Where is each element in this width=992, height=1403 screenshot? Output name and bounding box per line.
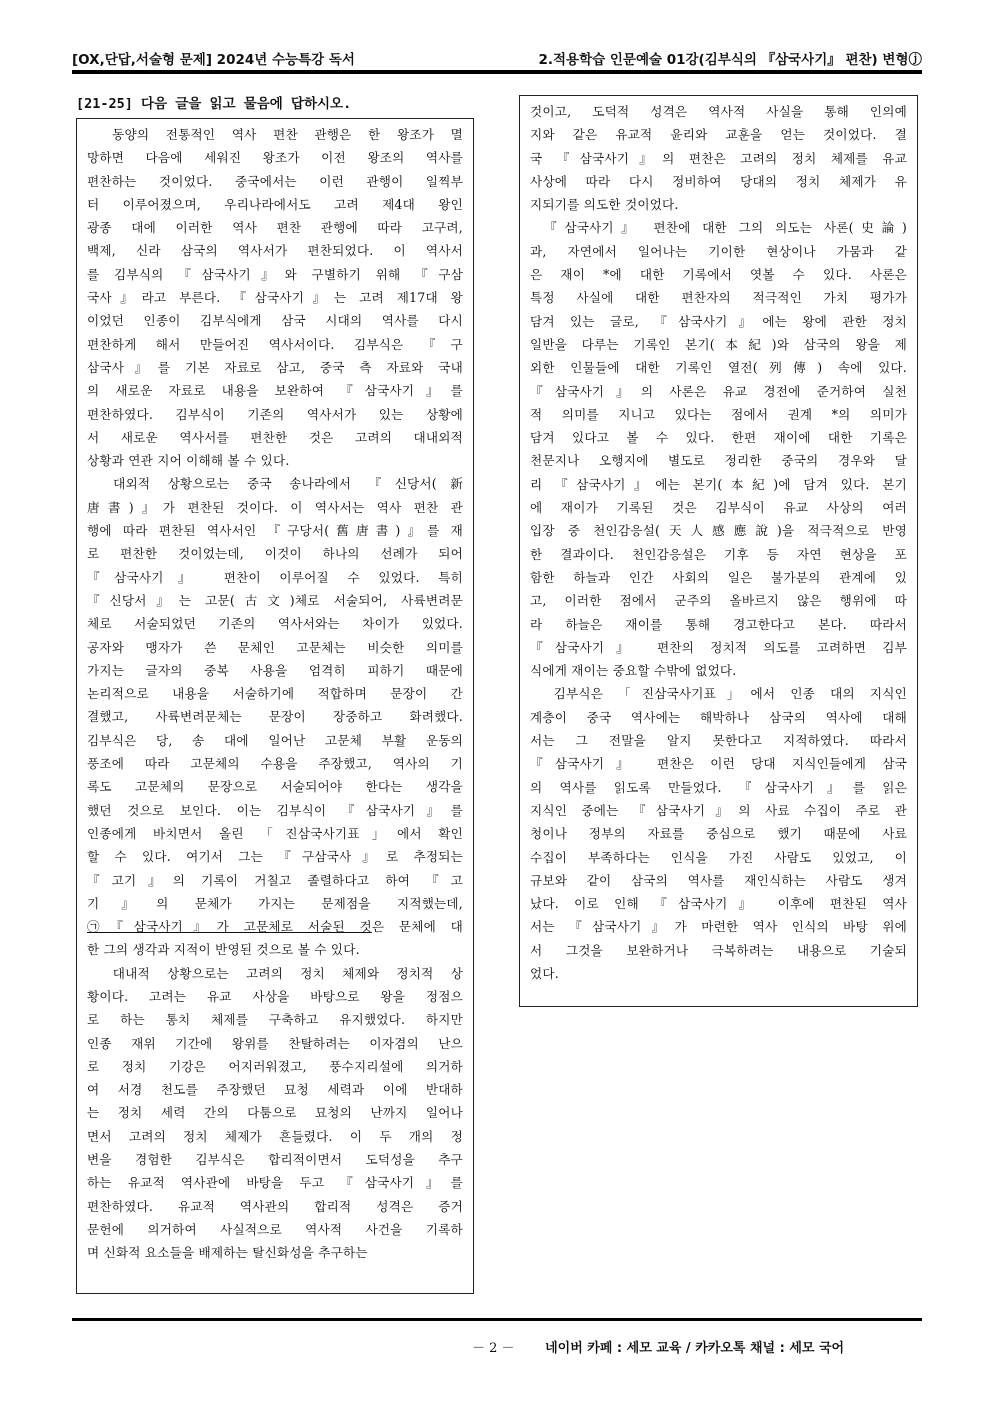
- passage-line: 기』의 문체가 가지는 문제점을 지적했는데,: [87, 895, 463, 911]
- passage-line: 고, 이러한 점에서 군주의 올바르지 않은 행위에 따: [530, 593, 907, 609]
- passage-line: 『삼국사기』 편찬은 이런 당대 지식인들에게 삼국: [530, 756, 907, 772]
- passage-line: 로 정치 기강은 어지러워졌고, 풍수지리설에 의거하: [87, 1058, 463, 1074]
- passage-line: 편찬하는 것이었다. 중국에서는 이런 관행이 일찍부: [87, 173, 463, 189]
- passage-line: 풍조에 따라 고문체의 수용을 주장했고, 역사의 기: [87, 756, 463, 772]
- passage-line: 하는 유교적 역사관에 바탕을 두고 『삼국사기』를: [87, 1175, 463, 1191]
- passage-line: 편찬하게 해서 만들어진 역사서이다. 김부식은 『구: [87, 336, 463, 352]
- footer-rule: [72, 1318, 922, 1321]
- passage-line: 광종 대에 이러한 역사 편찬 관행에 따라 고구려,: [87, 220, 463, 236]
- passage-line: 『삼국사기』 편찬이 이루어질 수 있었다. 특히: [87, 569, 463, 585]
- passage-line: 외한 인물들에 대한 기록인 열전(列傳) 속에 있다.: [530, 360, 907, 376]
- passage-line: 황이다. 고려는 유교 사상을 바탕으로 왕을 정점으: [87, 988, 463, 1004]
- passage-line: 행에 따라 편찬된 역사서인 『구당서(舊唐書)』를 재: [87, 523, 463, 539]
- passage-line: 결했고, 사륙변려문체는 문장이 장중하고 화려했다.: [87, 709, 463, 725]
- passage-line: 가지는 글자의 중복 사용을 엄격히 피하기 때문에: [87, 662, 463, 678]
- page-footer: [472, 1337, 844, 1356]
- passage-line: ㉠『삼국사기』가 고문체로 서술된 것은 문체에 대: [87, 919, 463, 935]
- passage-line: 여 서경 천도를 주장했던 묘청 세력과 이에 반대하: [87, 1082, 463, 1098]
- passage-line: 지되기를 의도한 것이었다.: [530, 197, 679, 213]
- passage-line: 망하면 다음에 세워진 왕조가 이전 왕조의 역사를: [87, 150, 463, 166]
- passage-line: 의 새로운 자료로 내용을 보완하여 『삼국사기』를: [87, 383, 463, 399]
- passage-line: 唐書)』가 편찬된 것이다. 이 역사서는 역사 편찬 관: [87, 499, 463, 515]
- passage-line: 에 재이가 기록된 것은 김부식이 유교 사상의 여러: [530, 500, 907, 516]
- passage-line: 규보와 같이 삼국의 역사를 재인식하는 사람도 생겨: [530, 872, 907, 888]
- passage-line: 공자와 맹자가 쓴 문체인 고문체는 비슷한 의미를: [87, 639, 463, 655]
- passage-line: 삼국사』를 기본 자료로 삼고, 중국 측 자료와 국내: [87, 359, 463, 375]
- passage-line: 천문지나 오행지에 별도로 정리한 중국의 경우와 달: [530, 453, 907, 469]
- passage-line: 었다.: [530, 965, 559, 981]
- passage-line: 의 역사를 읽도록 만들었다. 『삼국사기』를 읽은: [530, 779, 907, 795]
- passage-line: 서 새로운 역사서를 편찬한 것은 고려의 대내외적: [87, 429, 463, 445]
- passage-line: 은 재이 *에 대한 기록에서 엿볼 수 있다. 사론은: [530, 267, 907, 283]
- passage-line: 적 의미를 지니고 있다는 점에서 권계 *의 의미가: [530, 406, 907, 422]
- passage-line: 터 이루어졌으며, 우리나라에서도 고려 제4대 왕인: [87, 196, 463, 212]
- passage-line: 로 편찬한 것이었는데, 이것이 하나의 선례가 되어: [87, 546, 463, 562]
- passage-line: 백제, 신라 삼국의 역사서가 편찬되었다. 이 역사서: [87, 243, 463, 259]
- passage-line: 지식인 중에는 『삼국사기』의 사료 수집이 주로 관: [530, 802, 907, 818]
- passage-line: 편찬하였다. 김부식이 기존의 역사서가 있는 상황에: [87, 406, 463, 422]
- page-header: [72, 48, 922, 68]
- footer-text: 네이버 카페 : 세모 교육 / 카카오톡 채널 : 세모 국어: [545, 1341, 845, 1356]
- question-header: [21-25] 다음 글을 읽고 물음에 답하시오.: [76, 96, 352, 112]
- passage-left-column: [76, 118, 474, 1294]
- passage-line: 논리적으로 내용을 서술하기에 적합하며 문장이 간: [87, 686, 463, 702]
- passage-line: 식에게 재이는 중요할 수밖에 없었다.: [530, 663, 737, 679]
- passage-line: 인종에게 바치면서 올린 「진삼국사기표」에서 확인: [87, 825, 463, 841]
- passage-line: 국 『삼국사기』의 편찬은 고려의 정치 체제를 유교: [530, 150, 907, 166]
- passage-line: 로 하는 통치 체제를 구축하고 유지했었다. 하지만: [87, 1012, 463, 1028]
- passage-line: 며 신화적 요소들을 배제하는 탈신화성을 추구하는: [87, 1245, 368, 1261]
- passage-line: 일반을 다루는 기록인 본기(本紀)와 삼국의 왕을 제: [530, 336, 907, 352]
- passage-line: 사상에 따라 다시 정비하여 당대의 정치 체제가 유: [530, 173, 907, 189]
- page-number: － 2 －: [472, 1341, 515, 1356]
- passage-line: 것이고, 도덕적 성격은 역사적 사실을 통해 인의예: [530, 104, 907, 119]
- passage-line: 록도 고문체의 문장으로 서술되어야 한다는 생각을: [87, 779, 463, 795]
- passage-line: 대외적 상황으로는 중국 송나라에서 『신당서(新: [87, 476, 463, 492]
- passage-line: 국사』라고 부른다. 『삼국사기』는 고려 제17대 왕: [87, 290, 463, 306]
- passage-line: 문헌에 의거하여 사실적으로 역사적 사건을 기록하: [87, 1221, 463, 1237]
- passage-line: 서는 『삼국사기』가 마련한 역사 인식의 바탕 위에: [530, 919, 907, 935]
- passage-line: 계층이 중국 역사에는 해박하나 삼국의 역사에 대해: [530, 709, 907, 725]
- passage-line: 『삼국사기』 편찬의 정치적 의도를 고려하면 김부: [530, 639, 907, 655]
- passage-line: 『삼국사기』 편찬에 대한 그의 의도는 사론(史論): [530, 220, 907, 236]
- passage-line: 『삼국사기』의 사론은 유교 경전에 준거하여 실천: [530, 383, 907, 399]
- passage-line: 변을 경험한 김부식은 합리적이면서 도덕성을 추구: [87, 1152, 463, 1168]
- passage-line: 상황과 연관 지어 이해해 볼 수 있다.: [87, 453, 290, 469]
- passage-line: 났다. 이로 인해 『삼국사기』 이후에 편찬된 역사: [530, 896, 907, 912]
- passage-line: 김부식은 「진삼국사기표」에서 인종 대의 지식인: [530, 686, 907, 702]
- passage-line: 동양의 전통적인 역사 편찬 관행은 한 왕조가 멸: [87, 127, 463, 142]
- passage-line: 한 그의 생각과 지적이 반영된 것으로 볼 수 있다.: [87, 942, 360, 958]
- passage-line: 과, 자연에서 일어나는 기이한 현상이나 가뭄과 같: [530, 243, 907, 259]
- passage-line: 한 결과이다. 천인감응설은 기후 등 자연 현상을 포: [530, 546, 907, 562]
- passage-line: 함한 하늘과 인간 사회의 일은 불가분의 관계에 있: [530, 569, 907, 585]
- passage-line: 『신당서』는 고문(古文)체로 서술되어, 사륙변려문: [87, 592, 463, 608]
- passage-line: 라 하늘은 재이를 통해 경고한다고 본다. 따라서: [530, 616, 907, 632]
- passage-line: 인종 재위 기간에 왕위를 찬탈하려는 이자겸의 난으: [87, 1035, 463, 1051]
- passage-line: 는 정치 세력 간의 다툼으로 묘청의 난까지 일어나: [87, 1105, 463, 1121]
- passage-line: 를 김부식의 『삼국사기』와 구별하기 위해 『구삼: [87, 266, 463, 282]
- passage-line: 서 그것을 보완하거나 극복하려는 내용으로 기술되: [530, 942, 907, 958]
- passage-line: 담겨 있는 글로, 『삼국사기』에는 왕에 관한 정치: [530, 313, 907, 329]
- passage-line: 입장 중 천인감응설(天人感應說)을 적극적으로 반영: [530, 523, 907, 539]
- passage-line: 담겨 있다고 볼 수 있다. 한편 재이에 대한 기록은: [530, 430, 907, 446]
- header-rule: [72, 70, 922, 74]
- passage-line: 대내적 상황으로는 고려의 정치 체제와 정치적 상: [87, 965, 463, 981]
- passage-line: 체로 서술되었던 기존의 역사서와는 차이가 있었다.: [87, 616, 463, 632]
- passage-line: 수집이 부족하다는 인식을 가진 사람도 있었고, 이: [530, 849, 907, 865]
- passage-line: 지와 같은 유교적 윤리와 교훈을 얻는 것이었다. 결: [530, 127, 907, 143]
- passage-line: 편찬하였다. 유교적 역사관의 합리적 성격은 증거: [87, 1198, 463, 1214]
- passage-line: 면서 고려의 정치 체제가 흔들렸다. 이 두 개의 정: [87, 1128, 463, 1144]
- passage-line: 리 『삼국사기』에는 본기(本紀)에 담겨 있다. 본기: [530, 476, 907, 492]
- passage-right-column: [519, 95, 918, 1007]
- header-right-title: 2.적용학습 인문예술 01강(김부식의 『삼국사기』 편찬) 변형ⓙ: [538, 52, 922, 68]
- passage-line: 청이나 정부의 자료를 중심으로 했기 때문에 사료: [530, 826, 907, 842]
- header-left-title: [OX,단답,서술형 문제] 2024년 수능특강 독서: [72, 52, 355, 68]
- passage-line: 특정 사실에 대한 편찬자의 적극적인 가치 평가가: [530, 290, 907, 306]
- passage-line: 이었던 인종이 김부식에게 삼국 시대의 역사를 다시: [87, 313, 463, 329]
- passage-line: 했던 것으로 보인다. 이는 김부식이 『삼국사기』를: [87, 802, 463, 818]
- passage-line: 서는 그 전말을 알지 못한다고 지적하였다. 따라서: [530, 733, 907, 749]
- passage-line: 『고기』의 기록이 거칠고 졸렬하다고 하여 『고: [87, 872, 463, 888]
- passage-line: 할 수 있다. 여기서 그는 『구삼국사』로 추정되는: [87, 849, 463, 865]
- passage-line: 김부식은 당, 송 대에 일어난 고문체 부활 운동의: [87, 732, 463, 748]
